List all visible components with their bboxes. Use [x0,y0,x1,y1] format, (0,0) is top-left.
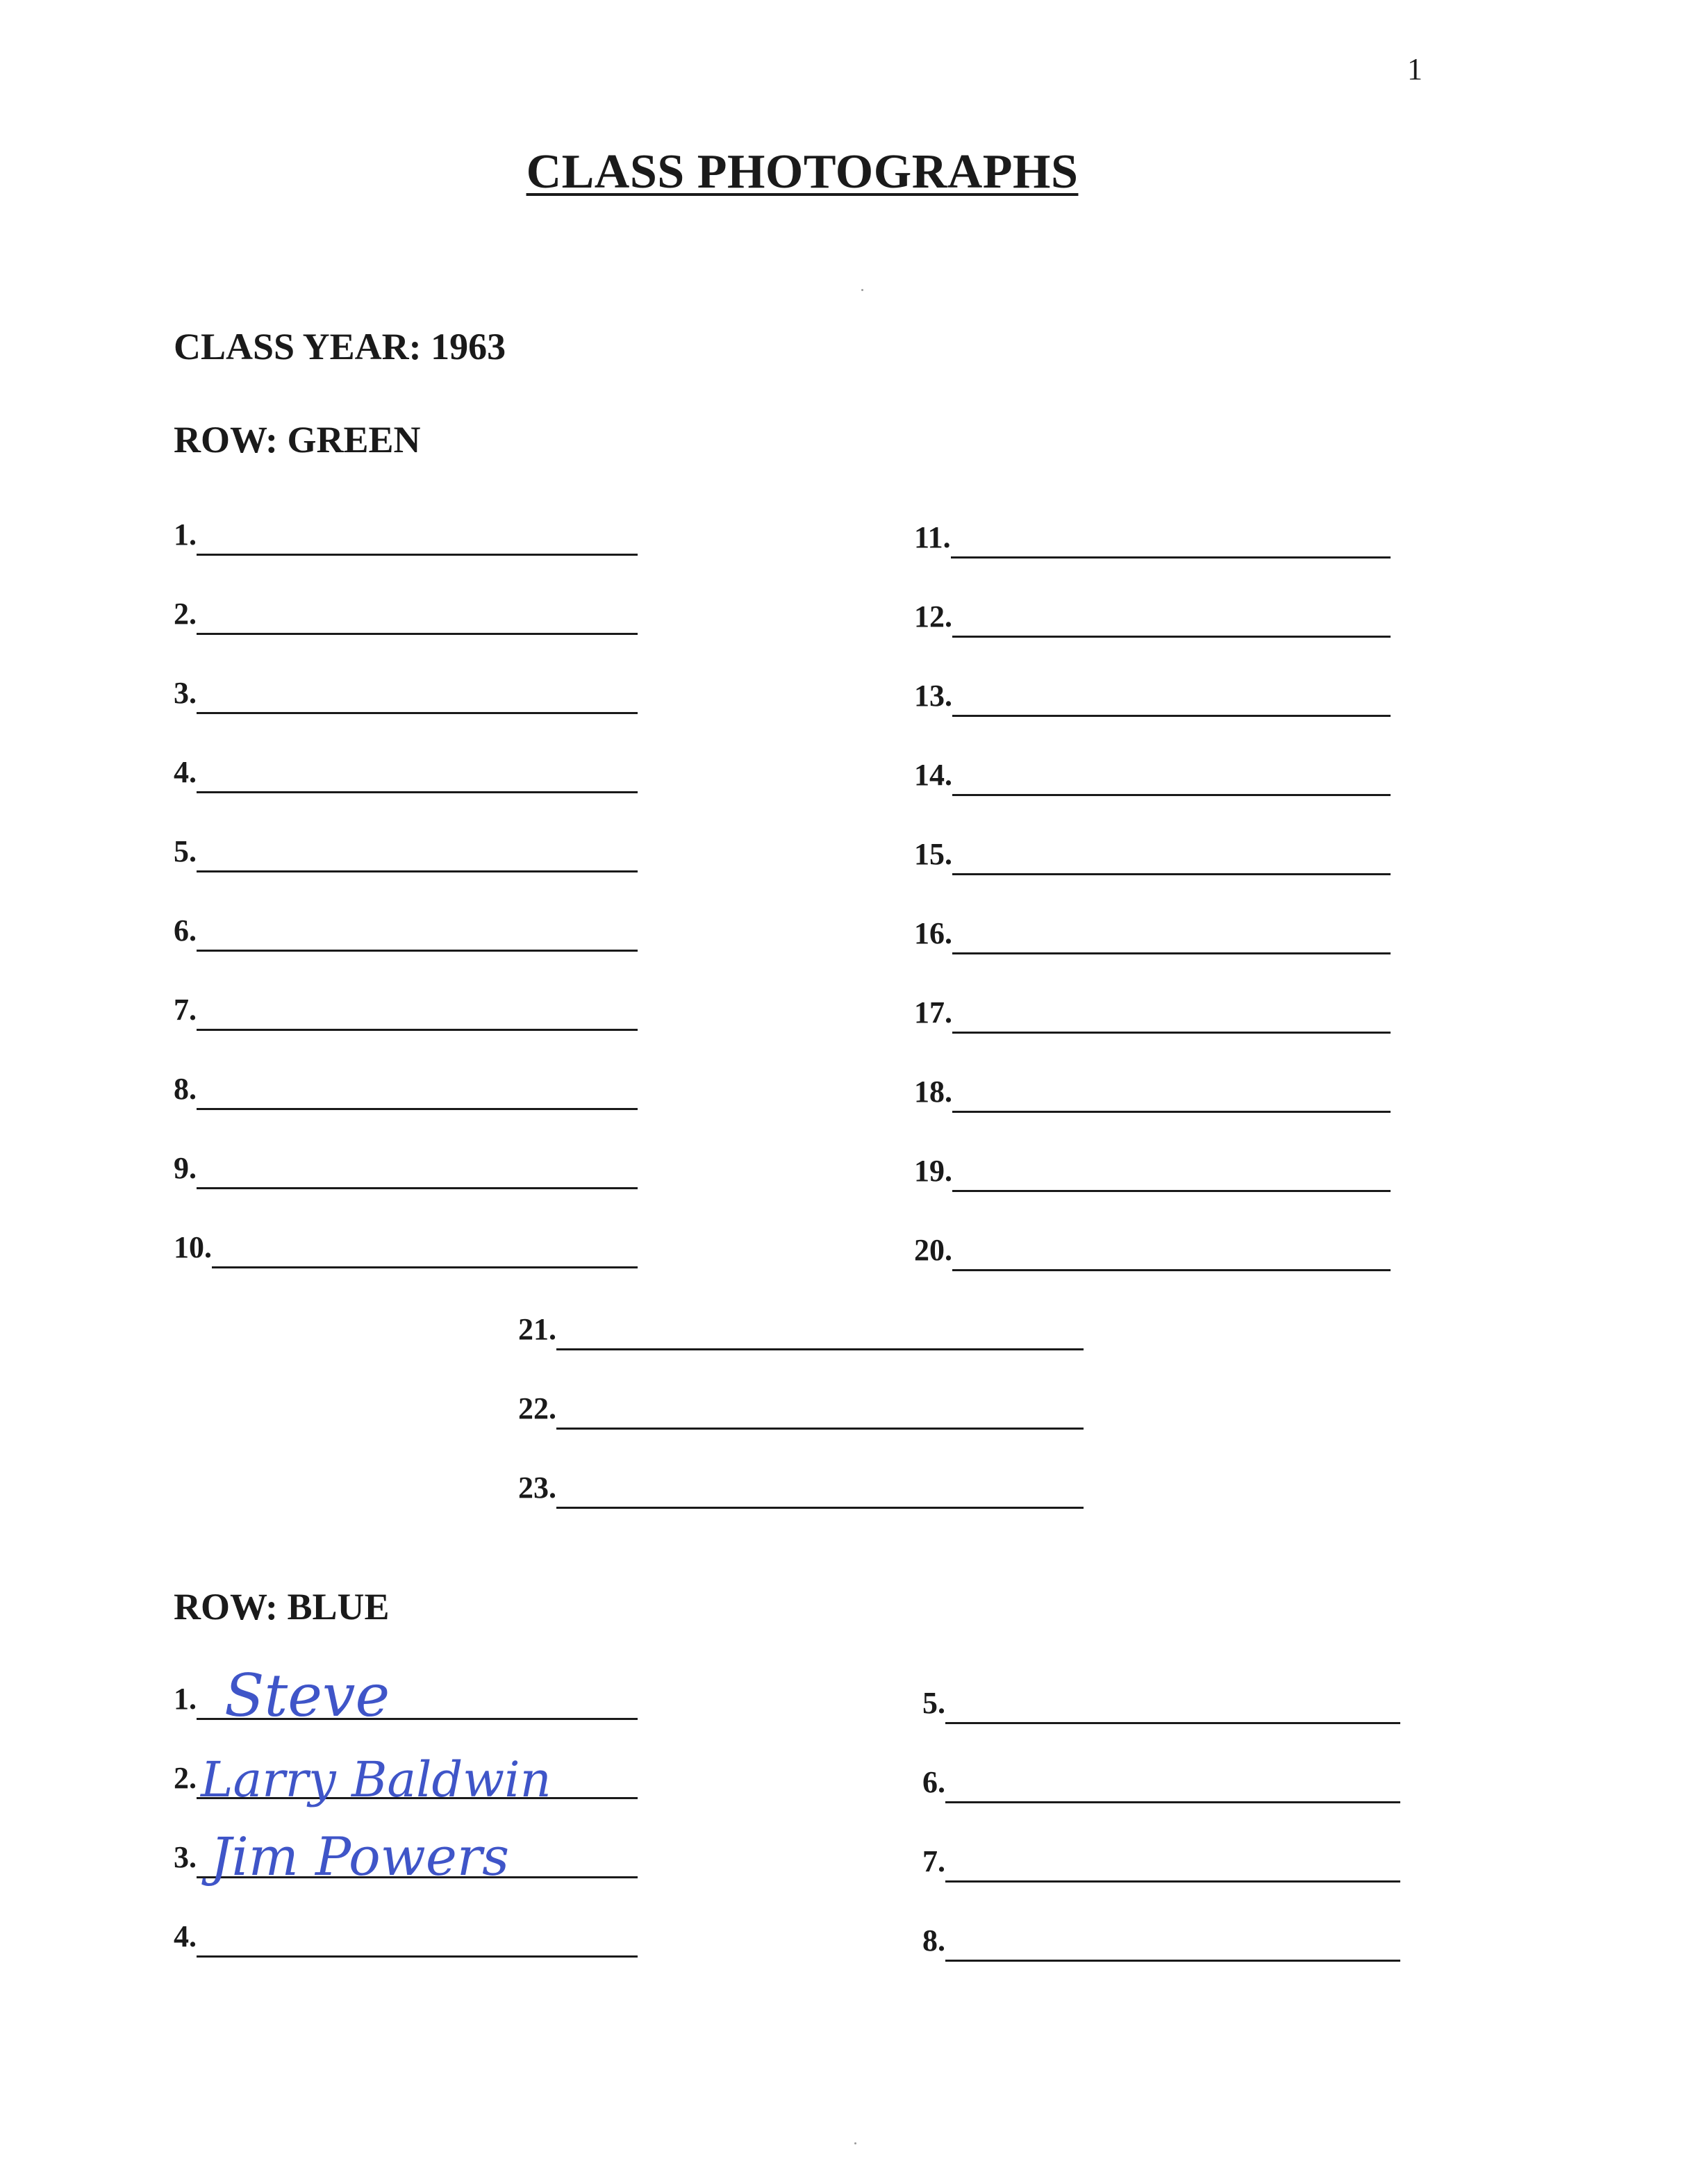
name-field[interactable] [197,826,638,872]
entry-number: 6. [174,913,197,948]
name-field[interactable] [197,1662,638,1730]
scan-speck [861,289,863,291]
name-field[interactable] [951,512,1391,559]
green-entry-14 [914,752,1391,796]
name-field[interactable] [952,591,1391,638]
entry-number: 10. [174,1230,212,1264]
entry-number: 6. [922,1765,945,1799]
name-field[interactable] [197,509,638,556]
name-field[interactable] [556,1383,1084,1430]
green-entry-16 [914,910,1391,954]
name-field[interactable] [197,747,638,793]
blue-entry-8 [922,1917,1400,1962]
name-field[interactable] [952,829,1391,875]
green-entry-12 [914,593,1391,638]
green-entry-15 [914,831,1391,875]
name-field[interactable] [945,1678,1400,1724]
entry-number: 1. [174,518,197,552]
entry-number: 4. [174,755,197,789]
entry-number: 12. [914,599,952,634]
entry-number: 23. [518,1471,556,1505]
green-entry-21 [518,1306,1084,1350]
name-field[interactable] [952,750,1391,796]
entry-number: 17. [914,995,952,1029]
name-field[interactable] [952,1066,1391,1113]
entry-number: 4. [174,1919,197,1953]
entry-number: 1. [174,1682,197,1716]
entry-number: 13. [914,679,952,713]
name-field[interactable] [197,1826,638,1887]
green-row-label: ROW: GREEN [174,419,421,461]
green-entry-22 [518,1385,1084,1430]
page-title: CLASS PHOTOGRAPHS [526,145,1079,199]
handwritten-name: Jim Powers [210,1826,510,1887]
entry-number: 19. [914,1154,952,1188]
name-field[interactable] [197,1751,638,1808]
entry-number: 7. [922,1844,945,1878]
name-field[interactable] [197,905,638,952]
name-field[interactable] [197,1064,638,1110]
name-field[interactable] [197,1143,638,1189]
green-entry-9 [174,1145,638,1189]
green-entry-4 [174,749,638,793]
name-field[interactable] [556,1304,1084,1350]
green-entry-18 [914,1068,1391,1113]
green-entry-20 [914,1227,1391,1271]
handwritten-name: Larry Baldwin [201,1751,551,1808]
blue-entry-4 [174,1913,638,1958]
entry-number: 14. [914,758,952,792]
entry-number: 22. [518,1391,556,1425]
name-field[interactable] [952,1225,1391,1271]
name-field[interactable] [945,1915,1400,1962]
green-entry-13 [914,672,1391,717]
entry-number: 2. [174,1761,197,1795]
entry-number: 3. [174,1840,197,1874]
green-entry-3 [174,670,638,714]
blue-entry-5 [922,1680,1400,1724]
name-field[interactable] [952,1145,1391,1192]
entry-number: 8. [174,1072,197,1106]
blue-entry-6 [922,1759,1400,1803]
green-entry-5 [174,828,638,872]
green-entry-17 [914,989,1391,1034]
name-field[interactable] [945,1757,1400,1803]
entry-number: 21. [518,1312,556,1346]
name-field[interactable] [197,984,638,1031]
handwritten-name: Steve [224,1662,390,1730]
green-entry-11 [914,514,1391,559]
class-year-label: CLASS YEAR: 1963 [174,326,506,367]
entry-number: 11. [914,520,951,554]
green-entry-1 [174,511,638,556]
name-field[interactable] [952,908,1391,954]
blue-entry-2 [174,1751,638,1808]
entry-number: 9. [174,1151,197,1185]
entry-number: 5. [922,1686,945,1720]
entry-number: 5. [174,834,197,868]
name-field[interactable] [197,588,638,635]
name-field[interactable] [197,1911,638,1958]
name-field[interactable] [952,987,1391,1034]
green-entry-23 [518,1464,1084,1509]
page-number: 1 [1407,52,1423,86]
entry-number: 8. [922,1924,945,1958]
green-entry-19 [914,1148,1391,1192]
name-field[interactable] [212,1222,638,1268]
entry-number: 2. [174,597,197,631]
blue-entry-1 [174,1662,638,1730]
entry-number: 16. [914,916,952,950]
entry-number: 7. [174,993,197,1027]
blue-entry-3 [174,1826,638,1887]
green-entry-6 [174,907,638,952]
name-field[interactable] [556,1462,1084,1509]
green-entry-8 [174,1066,638,1110]
entry-number: 3. [174,676,197,710]
entry-number: 18. [914,1075,952,1109]
name-field[interactable] [945,1836,1400,1883]
green-entry-10 [174,1224,638,1268]
green-entry-2 [174,590,638,635]
blue-row-label: ROW: BLUE [174,1586,390,1628]
name-field[interactable] [197,668,638,714]
entry-number: 15. [914,837,952,871]
green-entry-7 [174,986,638,1031]
entry-number: 20. [914,1233,952,1267]
scan-speck [854,2142,856,2144]
name-field[interactable] [952,670,1391,717]
blue-entry-7 [922,1838,1400,1883]
